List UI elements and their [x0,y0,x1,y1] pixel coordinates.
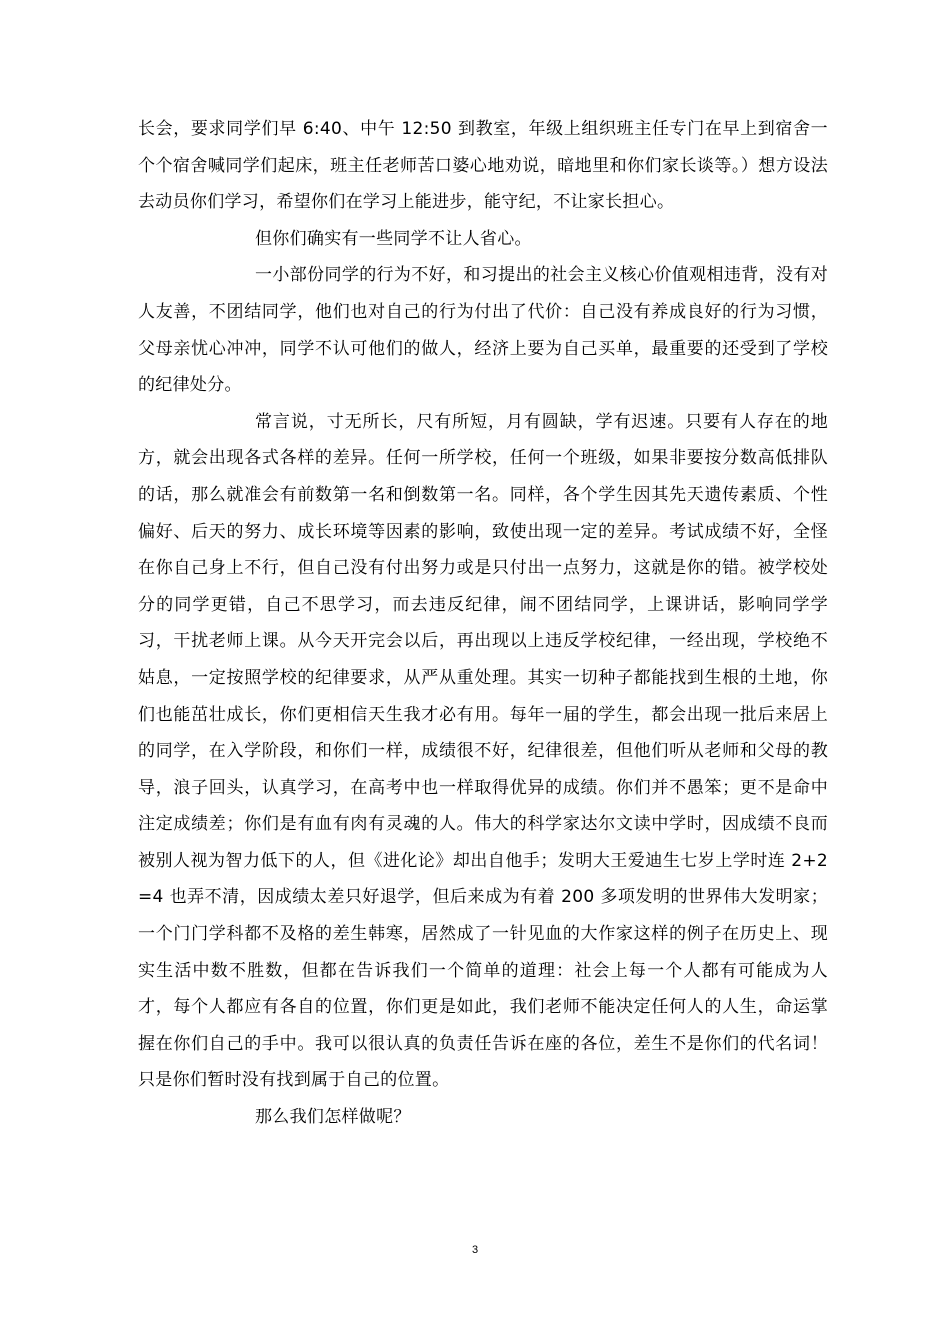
paragraph: 常言说，寸无所长，尺有所短，月有圆缺，学有迟速。只要有人存在的地方，就会出现各式各样的差异。任何一所学校，任何一个班级，如果非要按分数高低排队的话，那么就准会有前数第一名和倒数第一名。同样，各个学生因其先天遗传素质、个性偏好、后天的努力、成长环境等因素的影响，致使出现一定的差异。考试成绩不好，全怪在你自己身上不行，但自己没有付出努力或是只付出一点努力，这就是你的错。被学校处分的同学更错，自己不思学习，而去违反纪律，闹不团结同学，上课讲话，影响同学学习，干扰老师上课。从今天开完会以后，再出现以上违反学校纪律，一经出现，学校绝不姑息，一定按照学校的纪律要求，从严从重处理。其实一切种子都能找到生根的土地，你们也能茁壮成长，你们更相信天生我才必有用。每年一届的学生，都会出现一批后来居上的同学，在入学阶段，和你们一样，成绩很不好，纪律很差，但他们听从老师和父母的教导，浪子回头，认真学习，在高考中也一样取得优异的成绩。你们并不愚笨；更不是命中注定成绩差；你们是有血有肉有灵魂的人。伟大的科学家达尔文读中学时，因成绩不良而被别人视为智力低下的人，但《进化论》却出自他手；发明大王爱迪生七岁上学时连 2+2=4 也弄不清，因成绩太差只好退学，但后来成为有着 200 多项发明的世界伟大发明家；一个门门学科都不及格的差生韩寒，居然成了一针见血的大作家这样的例子在历史上、现实生活中数不胜数，但都在告诉我们一个简单的道理：社会上每一个人都有可能成为人才，每个人都应有各自的位置，你们更是如此，我们老师不能决定任何人的人生，命运掌握在你们自己的手中。我可以很认真的负责任告诉在座的各位，差生不是你们的代名词！只是你们暂时没有找到属于自己的位置。 [138,411,828,1091]
paragraph: 一小部份同学的行为不好，和习提出的社会主义核心价值观相违背，没有对人友善，不团结同学，他们也对自己的行为付出了代价：自己没有养成良好的行为习惯，父母亲忧心冲冲，同学不认可他们的做人，经济上要为自己买单，最重要的还受到了学校的纪律处分。 [138,265,828,396]
paragraph: 但你们确实有一些同学不让人省心。 [255,228,532,249]
paragraph: 那么我们怎样做呢？ [255,1107,411,1128]
paragraph-continuation: 长会，要求同学们早 6:40、中午 12:50 到教室，年级上组织班主任专门在早上到宿舍一个个宿舍喊同学们起床，班主任老师苦口婆心地劝说，暗地里和你们家长谈等。）想方设法去动员你们学习，希望你们在学习上能进步，能守纪，不让家长担心。 [138,119,828,213]
body-text [138,111,828,1136]
page-number: 3 [471,1244,479,1256]
